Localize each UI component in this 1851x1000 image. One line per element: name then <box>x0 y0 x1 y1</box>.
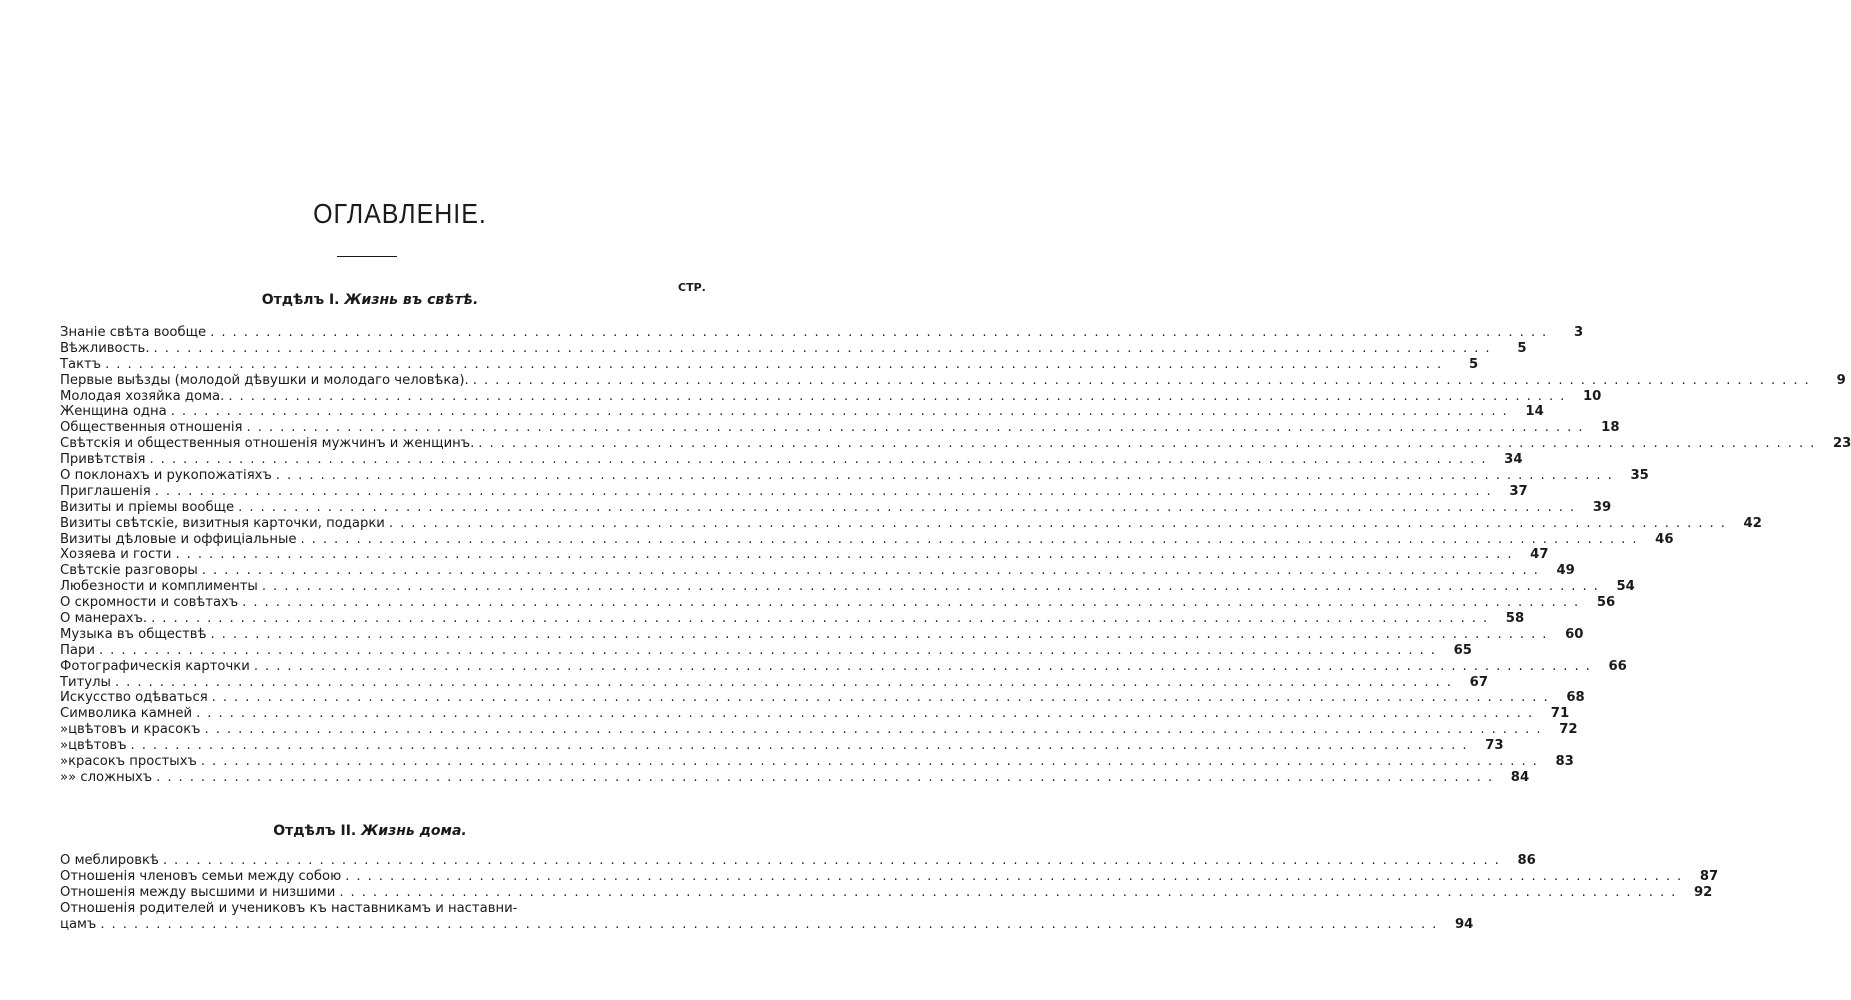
ditto-mark: » <box>60 769 69 785</box>
toc-page-number: 3 <box>1574 325 1584 340</box>
dot-leader: ........................................................................................................................ <box>154 483 1498 499</box>
ditto-mark: » <box>60 738 69 754</box>
toc-entry-label: Приглашенія <box>60 483 151 499</box>
dot-leader: ........................................................................................................................ <box>201 563 1545 579</box>
toc-entry-label: красокъ простыхъ <box>68 754 197 770</box>
toc-entry-label: Визиты и пріемы вообще <box>60 499 235 515</box>
dot-leader: ........................................................................................................................ <box>162 853 1506 868</box>
toc-entry-label: цвѣтовъ <box>68 738 127 754</box>
dot-leader: ........................................................................................................................ <box>210 325 1554 340</box>
toc-entry <box>60 611 1525 627</box>
toc-entry <box>60 420 1620 436</box>
toc-entry-label: цвѣтовъ и красокъ <box>68 722 201 738</box>
toc-entry <box>60 404 1544 420</box>
toc-entry <box>60 515 1762 532</box>
toc-entry <box>60 642 1472 659</box>
section-subtitle: Жизнь дома. <box>361 823 467 839</box>
toc-page-number: 65 <box>1453 642 1472 658</box>
dot-leader: ........................................................................................................................ <box>345 868 1689 884</box>
toc-page-number: 84 <box>1510 769 1530 785</box>
toc-entry-label: Знаніе свѣта вообще <box>60 325 207 340</box>
toc-page-number: 46 <box>1655 531 1674 547</box>
ditto-mark: » <box>60 754 69 770</box>
toc-entry <box>60 754 1574 770</box>
toc-entry-label: О манерахъ. <box>60 611 148 627</box>
toc-entry-label: Отношенія родителей и учениковъ къ наставникамъ и наставни- <box>60 900 518 916</box>
toc-entry-label: Визиты свѣтскіе, визитныя карточки, подарки <box>60 515 385 531</box>
dot-leader: ........................................................................................................................ <box>100 916 1444 932</box>
toc-page-number: 54 <box>1616 579 1635 595</box>
dot-leader: ........................................................................................................................ <box>105 356 1449 372</box>
toc-page-number: 9 <box>1836 372 1846 388</box>
dot-leader: ........................................................................................................................ <box>98 642 1442 658</box>
toc-page-number: 86 <box>1517 853 1536 868</box>
toc-page-number: 10 <box>1582 388 1602 404</box>
toc-entry <box>60 690 1585 706</box>
toc-entry-label: Тактъ <box>60 356 102 372</box>
dot-leader: ........................................................................................................................ <box>149 452 1493 468</box>
section-number: Отдѣлъ II. <box>273 823 357 839</box>
toc-entry <box>60 372 1846 389</box>
toc-page-number: 42 <box>1743 515 1762 531</box>
toc-entry-label: Фотографическія карточки <box>60 658 250 674</box>
toc-entry <box>60 547 1549 563</box>
toc-entry <box>60 626 1584 643</box>
title-divider <box>337 256 397 257</box>
toc-entry <box>60 674 1488 691</box>
toc-page-number: 23 <box>1832 436 1851 452</box>
toc-page-number: 56 <box>1596 595 1616 611</box>
toc-entry-label: Привѣтствія <box>60 452 146 468</box>
dot-leader: ........................................................................................................................ <box>130 738 1474 754</box>
dot-leader: ........................................................................................................................ <box>339 884 1683 900</box>
toc-entry-label: Свѣтскія и общественныя отношенія мужчинъ и женщинъ. <box>60 436 475 452</box>
dot-leader: ........................................................................................................................ <box>228 388 1572 404</box>
toc-entry <box>60 658 1627 675</box>
toc-page-number: 34 <box>1504 452 1523 468</box>
toc-entry-label: Отношенія между высшими и низшими <box>60 884 336 900</box>
toc-entry <box>60 340 1527 357</box>
section-subtitle: Жизнь въ свѣтѣ. <box>344 292 479 308</box>
dot-leader: ........................................................................................................................ <box>238 499 1582 515</box>
toc-page-number: 37 <box>1509 483 1528 499</box>
toc-entry <box>60 738 1504 754</box>
toc-page-number: 71 <box>1550 706 1570 722</box>
toc-entry <box>60 722 1578 738</box>
toc-page-number: 83 <box>1555 754 1574 770</box>
toc-entry <box>60 356 1479 373</box>
toc-entry-label: Символика камней <box>60 706 193 722</box>
toc-entry <box>60 853 1536 869</box>
dot-leader: ........................................................................................................................ <box>210 626 1554 642</box>
toc-page-number: 49 <box>1556 563 1575 579</box>
toc-entry-label: » сложныхъ <box>68 769 153 785</box>
toc-page-number: 67 <box>1469 674 1488 690</box>
dot-leader: ........................................................................................................................ <box>170 404 1514 420</box>
dot-leader: ........................................................................................................................ <box>275 468 1619 484</box>
toc-entry <box>60 436 1851 452</box>
dot-leader: ........................................................................................................................ <box>246 420 1590 436</box>
toc-list-section-2 <box>60 853 1719 932</box>
toc-page-number: 35 <box>1630 468 1649 484</box>
dot-leader: ........................................................................................................................ <box>151 611 1495 627</box>
toc-page-number: 87 <box>1699 868 1719 884</box>
toc-entry-label: Искусство одѣваться <box>60 690 208 706</box>
dot-leader: ........................................................................................................................ <box>114 674 1458 690</box>
toc-entry-label: Общественныя отношенія <box>60 420 243 436</box>
ditto-mark: » <box>60 722 69 738</box>
toc-entry <box>60 468 1649 484</box>
toc-entry <box>60 706 1570 722</box>
toc-entry-label: О скромности и совѣтахъ <box>60 595 239 611</box>
dot-leader: ........................................................................................................................ <box>261 579 1605 595</box>
toc-entry-label: Титулы <box>60 674 111 690</box>
toc-entry-label: Музыка въ обществѣ <box>60 626 207 642</box>
toc-page-number: 14 <box>1525 404 1544 420</box>
toc-entry-label: Молодая хозяйка дома. <box>60 388 225 404</box>
toc-page-number: 92 <box>1693 884 1713 900</box>
dot-leader: ........................................................................................................................ <box>253 658 1597 674</box>
toc-entry-label: Любезности и комплименты <box>60 579 258 595</box>
toc-entry-label: О меблировкѣ <box>60 853 159 868</box>
toc-entry <box>60 595 1616 611</box>
dot-leader: ........................................................................................................................ <box>242 595 1586 611</box>
toc-entry-label: Отношенія членовъ семьи между собою <box>60 868 342 884</box>
page-column-label: СТР. <box>678 281 706 294</box>
toc-page-number: 60 <box>1565 626 1584 642</box>
toc-entry-label: Женщина одна <box>60 404 167 420</box>
toc-entry <box>60 769 1530 786</box>
toc-entry <box>60 483 1528 500</box>
toc-entry-label: Хозяева и гости <box>60 547 172 563</box>
toc-entry <box>60 531 1674 548</box>
dot-leader: ........................................................................................................................ <box>200 754 1544 770</box>
toc-list-section-1 <box>60 325 1851 786</box>
section-heading-2 <box>0 823 740 839</box>
dot-leader: ........................................................................................................................ <box>196 706 1540 722</box>
toc-page-number: 18 <box>1601 420 1620 436</box>
toc-entry <box>60 868 1719 885</box>
dot-leader: ........................................................................................................................ <box>472 372 1816 388</box>
toc-page-number: 66 <box>1608 658 1627 674</box>
toc-entry-label: Пари <box>60 642 95 658</box>
dot-leader: ........................................................................................................................ <box>388 515 1732 531</box>
dot-leader: ........................................................................................................................ <box>204 722 1548 738</box>
toc-page-number: 72 <box>1559 722 1578 738</box>
toc-entry <box>60 499 1612 516</box>
toc-page-number: 73 <box>1485 738 1504 754</box>
toc-entry <box>60 325 1584 341</box>
toc-entry-label: Визиты дѣловые и оффиціальные <box>60 531 297 547</box>
toc-entry-continuation: цамъ <box>60 916 97 932</box>
toc-entry-label: Свѣтскіе разговоры <box>60 563 198 579</box>
toc-entry <box>60 452 1523 468</box>
dot-leader: ........................................................................................................................ <box>153 340 1497 356</box>
toc-entry <box>60 884 1713 901</box>
dot-leader: ........................................................................................................................ <box>478 436 1822 452</box>
toc-entry-label: Первые выѣзды (молодой дѣвушки и молодаго человѣка). <box>60 372 469 388</box>
toc-page-number: 47 <box>1530 547 1549 563</box>
dot-leader: ........................................................................................................................ <box>211 690 1555 706</box>
section-number: Отдѣлъ I. <box>261 292 340 308</box>
toc-page-number: 68 <box>1566 690 1585 706</box>
toc-entry <box>60 579 1635 595</box>
toc-page-number: 94 <box>1455 916 1474 932</box>
page-title: ОГЛАВЛЕНІЕ. <box>313 198 487 230</box>
toc-page-number: 58 <box>1505 611 1525 627</box>
toc-entry <box>60 563 1575 579</box>
toc-entry-label: Вѣжливость. <box>60 340 150 356</box>
toc-entry <box>60 916 1474 933</box>
dot-leader: ........................................................................................................................ <box>300 531 1644 547</box>
toc-entry-label: О поклонахъ и рукопожатіяхъ <box>60 468 272 484</box>
toc-page-number: 5 <box>1468 356 1479 372</box>
dot-leader: ........................................................................................................................ <box>156 769 1500 785</box>
dot-leader: ........................................................................................................................ <box>175 547 1519 563</box>
section-heading-1 <box>0 292 740 308</box>
toc-entry <box>60 388 1602 405</box>
toc-page-number: 5 <box>1517 340 1527 356</box>
toc-page-number: 39 <box>1592 499 1612 515</box>
